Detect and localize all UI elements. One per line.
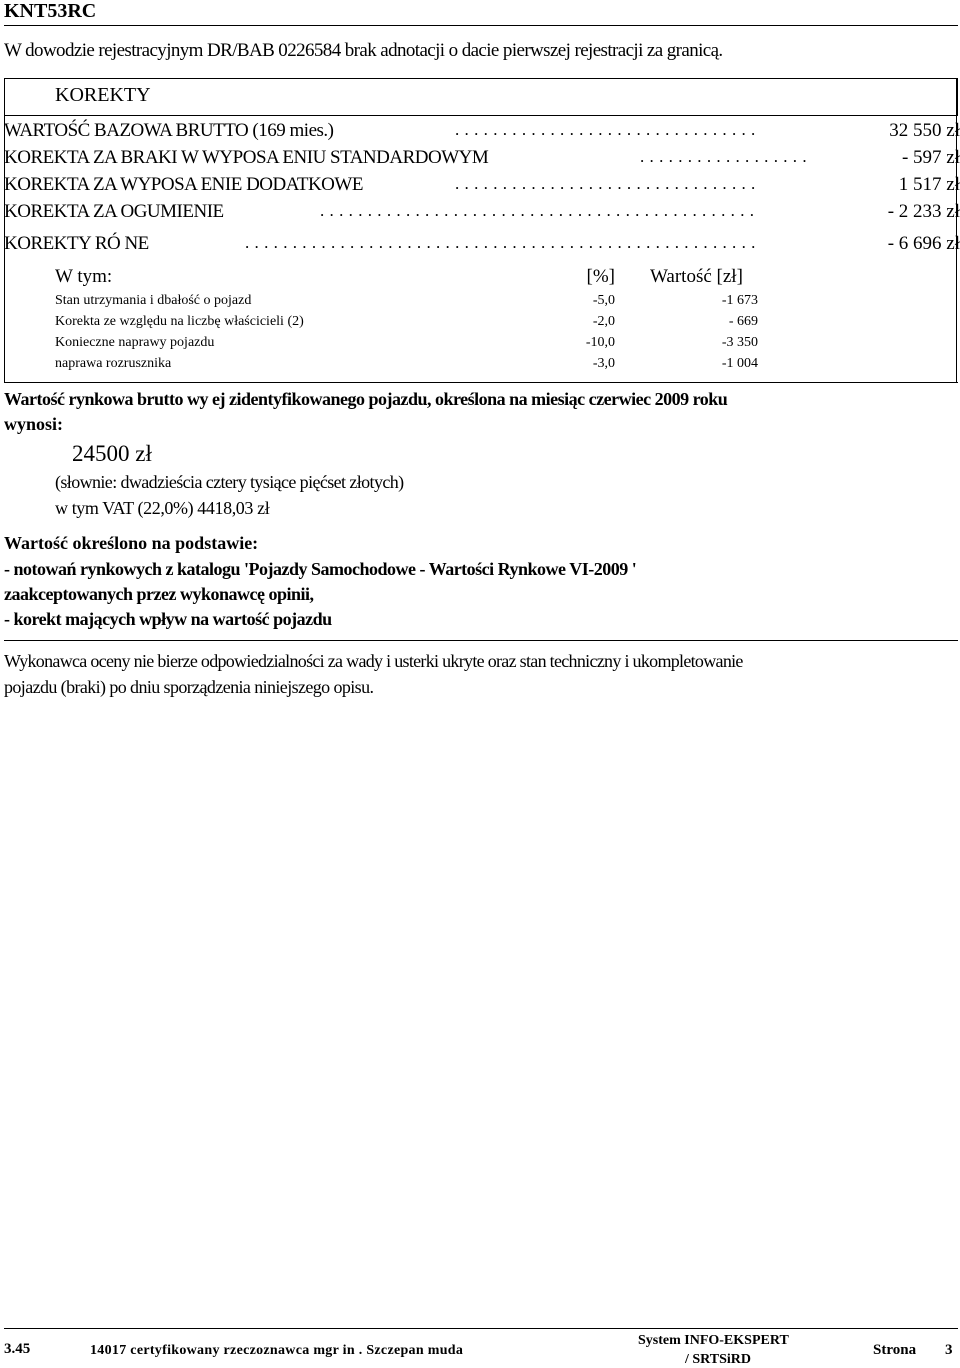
table-row (55, 356, 765, 376)
correction-dots: ................................ (455, 120, 761, 139)
correction-dots: .............................................. (320, 201, 760, 220)
corrections-title: KOREKTY (55, 84, 151, 106)
table-cell-percent: -2,0 (592, 314, 615, 329)
correction-label-extra-equipment: KOREKTA ZA WYPOSA ENIE DODATKOWE (4, 174, 363, 195)
table-cell-description: Stan utrzymania i dbałość o pojazd (55, 293, 252, 308)
table-cell-value: -1 673 (721, 293, 758, 308)
correction-dots: .................. (640, 147, 812, 166)
registration-note: W dowodzie rejestracyjnym DR/BAB 0226584 brak adnotacji o dacie pierwszej rejestracji za granicą. (4, 40, 723, 61)
table-row (55, 314, 765, 334)
correction-amount: - 6 696 zł (887, 233, 960, 254)
market-value-text: Wartość rynkowa brutto wy ej zidentyfikowanego pojazdu, określona na miesiąc czerwiec 2009 roku (4, 389, 728, 409)
basis-line: - korekt mających wpływ na wartość pojazdu (4, 609, 332, 629)
footer-version: 3.45 (4, 1341, 31, 1357)
disclaimer-text-cont: pojazdu (braki) po dniu sporządzenia niniejszego opisu. (4, 677, 374, 697)
market-value-in-words: (słownie: dwadzieścia cztery tysiące pięćset złotych) (55, 472, 404, 492)
footer-page-number: 3 (945, 1342, 953, 1358)
correction-label-base-value: WARTOŚĆ BAZOWA BRUTTO (169 mies.) (4, 120, 334, 141)
correction-amount: - 597 zł (901, 147, 960, 168)
header-divider (4, 25, 958, 26)
basis-line: zaakceptowanych przez wykonawcę opinii, (4, 584, 314, 604)
corrections-frame-bottom (4, 382, 958, 383)
correction-label-tyres: KOREKTA ZA OGUMIENIE (4, 201, 224, 222)
correction-amount: 32 550 zł (889, 120, 960, 141)
table-cell-percent: -3,0 (592, 356, 615, 371)
basis-title: Wartość określono na podstawie: (4, 533, 259, 553)
table-cell-description: naprawa rozrusznika (55, 356, 172, 371)
table-cell-percent: -10,0 (585, 335, 615, 350)
table-header-value: Wartość [zł] (650, 266, 743, 287)
vat-amount: w tym VAT (22,0%) 4418,03 zł (55, 498, 270, 518)
table-header-percent: [%] (586, 266, 615, 287)
footer-system-org: / SRTSiRD (685, 1352, 752, 1367)
table-cell-description: Konieczne naprawy pojazdu (55, 335, 215, 350)
corrections-title-divider (4, 115, 958, 116)
footer-system: System INFO-EKSPERT (638, 1333, 789, 1348)
correction-amount: - 2 233 zł (887, 201, 960, 222)
market-value-text-cont: wynosi: (4, 414, 64, 434)
table-cell-value: -3 350 (721, 335, 758, 350)
correction-label-various: KOREKTY RÓ NE (4, 233, 149, 254)
table-cell-description: Korekta ze względu na liczbę właścicieli (2) (55, 314, 304, 329)
table-row (55, 293, 765, 313)
table-cell-value: -1 004 (721, 356, 758, 371)
table-cell-percent: -5,0 (592, 293, 615, 308)
basis-line: - notowań rynkowych z katalogu 'Pojazdy Samochodowe - Wartości Rynkowe VI-2009 ' (4, 559, 637, 579)
disclaimer-text: Wykonawca oceny nie bierze odpowiedzialności za wady i usterki ukryte oraz stan techniczny i ukompletowanie (4, 651, 743, 671)
table-cell-value: - 669 (728, 314, 758, 329)
footer-appraiser: 14017 certyfikowany rzeczoznawca mgr in . Szczepan muda (90, 1343, 464, 1358)
correction-dots: ...................................................... (245, 233, 761, 252)
footer-divider (4, 1328, 958, 1329)
market-value-amount: 24500 zł (72, 441, 152, 466)
footer-page-label: Strona (873, 1342, 917, 1358)
correction-dots: ................................ (455, 174, 761, 193)
correction-label-standard-equipment: KOREKTA ZA BRAKI W WYPOSA ENIU STANDARDOWYM (4, 147, 489, 168)
table-header-in-which: W tym: (55, 266, 113, 287)
correction-amount: 1 517 zł (898, 174, 960, 195)
disclaimer-divider (4, 640, 958, 641)
table-row (55, 335, 765, 355)
document-code: KNT53RC (4, 0, 97, 22)
